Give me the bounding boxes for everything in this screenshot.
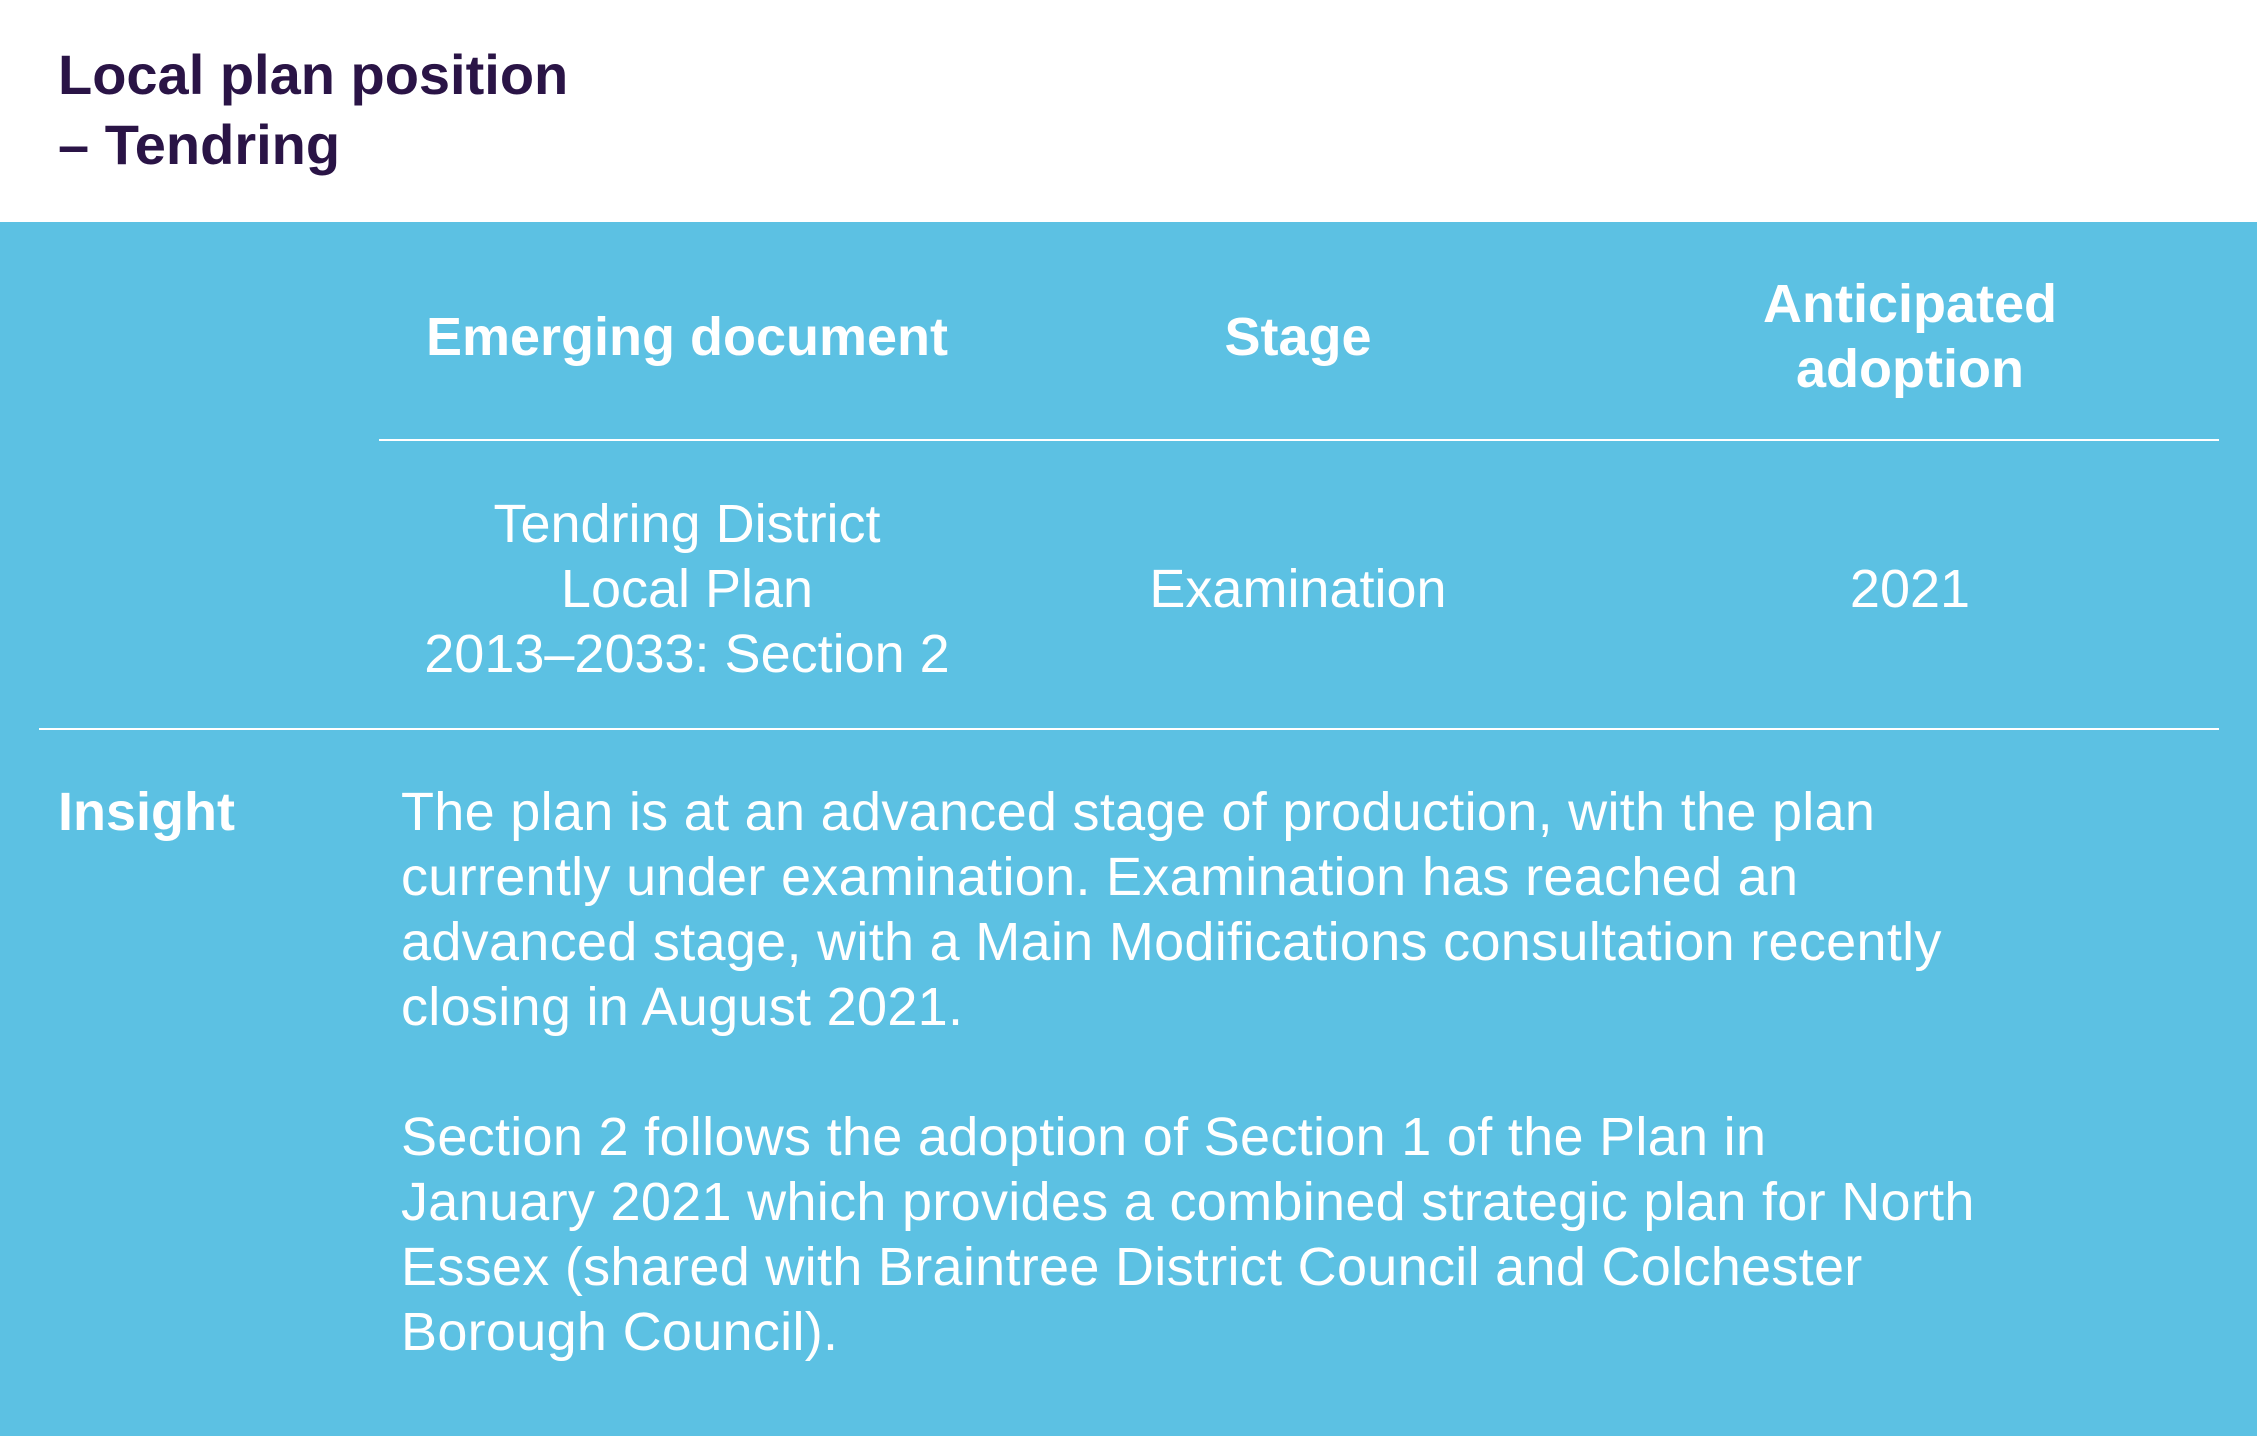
insight-paragraph-2: [401, 1105, 2221, 1365]
row-divider: [39, 728, 2219, 730]
insight-p1-line: The plan is at an advanced stage of production, with the plan: [401, 782, 1876, 842]
insight-p1-line: closing in August 2021.: [401, 977, 964, 1037]
adoption-value: 2021: [1849, 559, 1971, 619]
header-divider: [379, 439, 2219, 441]
insight-p2-line: January 2021 which provides a combined strategic plan for North: [401, 1172, 1975, 1232]
insight-label: Insight: [58, 782, 235, 842]
insight-paragraph-1: [401, 780, 2221, 1040]
header-stage-label: Stage: [1224, 307, 1372, 367]
header-emerging-document-label: Emerging document: [425, 307, 949, 367]
stage-value: Examination: [1149, 559, 1447, 619]
insight-p1-line: currently under examination. Examination has reached an: [401, 847, 1799, 907]
header-anticipated-adoption: [1660, 272, 2160, 402]
insight-p2-line: Section 2 follows the adoption of Section 1 of the Plan in: [401, 1107, 1767, 1167]
cell-emerging-document: [377, 492, 997, 687]
header-adoption-line-2: adoption: [1796, 339, 2024, 399]
cell-stage: [1098, 557, 1498, 622]
document-line-3: 2013–2033: Section 2: [424, 624, 950, 684]
document-line-2: Local Plan: [560, 559, 814, 619]
page-title-line-1: Local plan position: [58, 43, 569, 106]
page-title: [58, 40, 1258, 180]
header-emerging-document: [377, 305, 997, 370]
insight-p2-line: Essex (shared with Braintree District Council and Colchester: [401, 1237, 1863, 1297]
page-title-line-2: – Tendring: [58, 113, 341, 176]
header-stage: [1098, 305, 1498, 370]
header-adoption-line-1: Anticipated: [1762, 274, 2058, 334]
insight-p1-line: advanced stage, with a Main Modifications consultation recently: [401, 912, 1942, 972]
document-line-1: Tendring District: [493, 494, 881, 554]
local-plan-panel: [0, 222, 2257, 1436]
insight-p2-line: Borough Council).: [401, 1302, 839, 1362]
cell-anticipated-adoption: [1760, 557, 2060, 622]
